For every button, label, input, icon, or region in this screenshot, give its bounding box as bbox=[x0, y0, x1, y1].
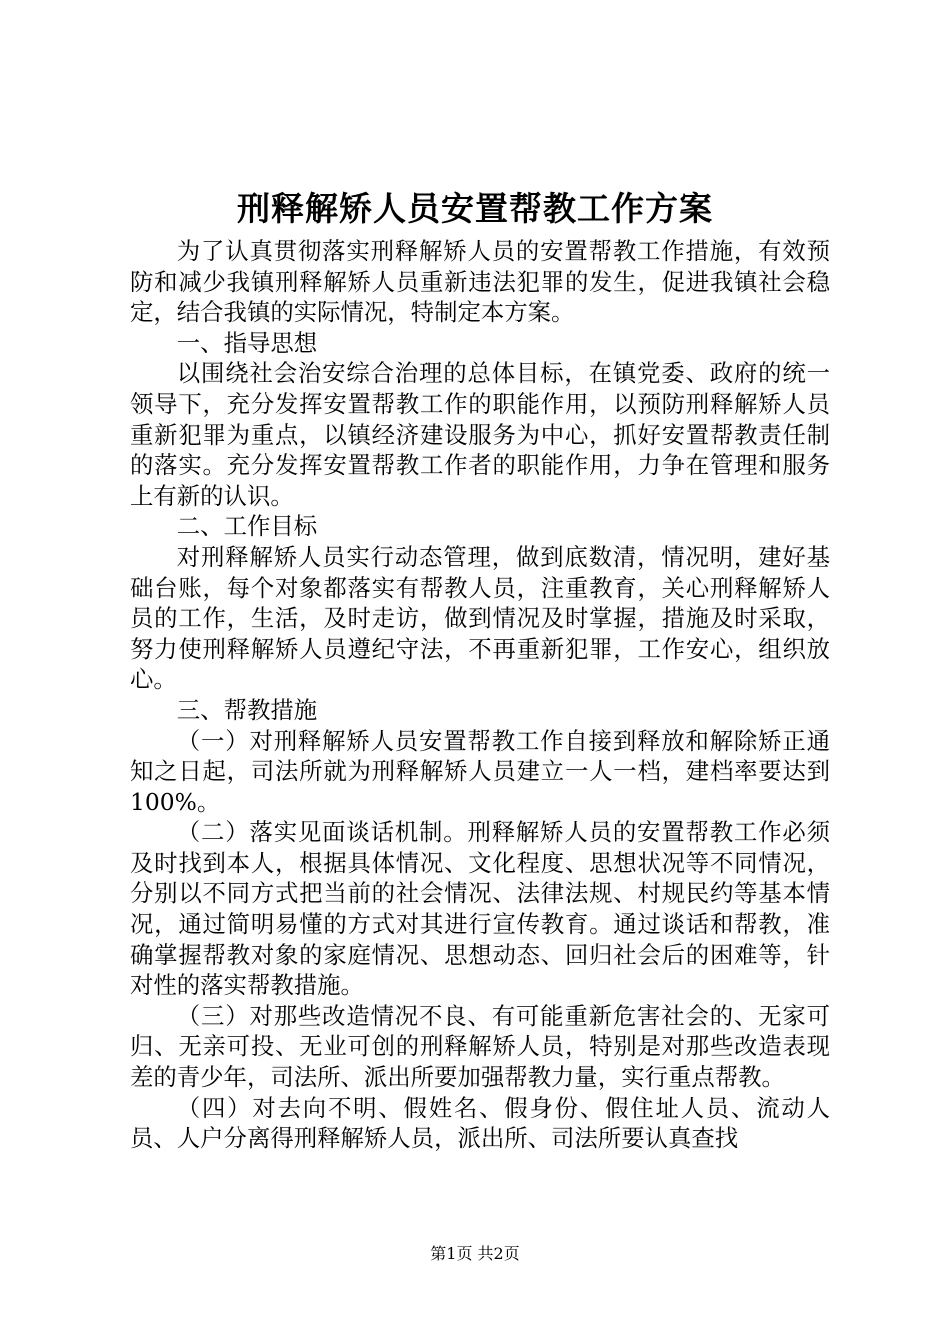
section-heading-work-goals: 二、工作目标 bbox=[176, 512, 318, 541]
work-goals-paragraph: 对刑释解矫人员实行动态管理，做到底数清，情况明，建好基础台账，每个对象都落实有帮教人员，注重教育，关心刑释解矫人员的工作，生活，及时走访，做到情况及时掌握，措施及时采取，努力使刑释解矫人员遵纪守法，不再重新犯罪，工作安心，组织放心。 bbox=[130, 542, 830, 694]
measure-3-paragraph: （三）对那些改造情况不良、有可能重新危害社会的、无家可归、无亲可投、无业可创的刑释解矫人员，特别是对那些改造表现差的青少年，司法所、派出所要加强帮教力量，实行重点帮教。 bbox=[130, 1001, 830, 1092]
measure-1-paragraph: （一）对刑释解矫人员安置帮教工作自接到释放和解除矫正通知之日起，司法所就为刑释解矫人员建立一人一档，建档率要达到100%。 bbox=[130, 726, 830, 816]
section-heading-measures: 三、帮教措施 bbox=[176, 695, 318, 724]
guiding-ideology-paragraph: 以围绕社会治安综合治理的总体目标，在镇党委、政府的统一领导下，充分发挥安置帮教工作的职能作用，以预防刑释解矫人员重新犯罪为重点，以镇经济建设服务为中心，抓好安置帮教责任制的落实。充分发挥安置帮教工作者的职能作用，力争在管理和服务上有新的认识。 bbox=[130, 359, 830, 510]
document-title: 刑释解矫人员安置帮教工作方案 bbox=[237, 189, 713, 228]
section-heading-guiding-ideology: 一、指导思想 bbox=[176, 328, 318, 357]
document-body bbox=[130, 236, 830, 1154]
measure-4-paragraph: （四）对去向不明、假姓名、假身份、假住址人员、流动人员、人户分离得刑释解矫人员，派出所、司法所要认真查找 bbox=[130, 1093, 830, 1153]
measure-2-paragraph: （二）落实见面谈话机制。刑释解矫人员的安置帮教工作必须及时找到本人，根据具体情况、文化程度、思想状况等不同情况，分别以不同方式把当前的社会情况、法律法规、村规民约等基本情况，通过简明易懂的方式对其进行宣传教育。通过谈话和帮教，准确掌握帮教对象的家庭情况、思想动态、回归社会后的困难等，针对性的落实帮教措施。 bbox=[130, 818, 830, 1000]
intro-paragraph: 为了认真贯彻落实刑释解矫人员的安置帮教工作措施，有效预防和减少我镇刑释解矫人员重新违法犯罪的发生，促进我镇社会稳定，结合我镇的实际情况，特制定本方案。 bbox=[130, 237, 830, 327]
page-number-footer: 第1页 共2页 bbox=[430, 1244, 520, 1263]
